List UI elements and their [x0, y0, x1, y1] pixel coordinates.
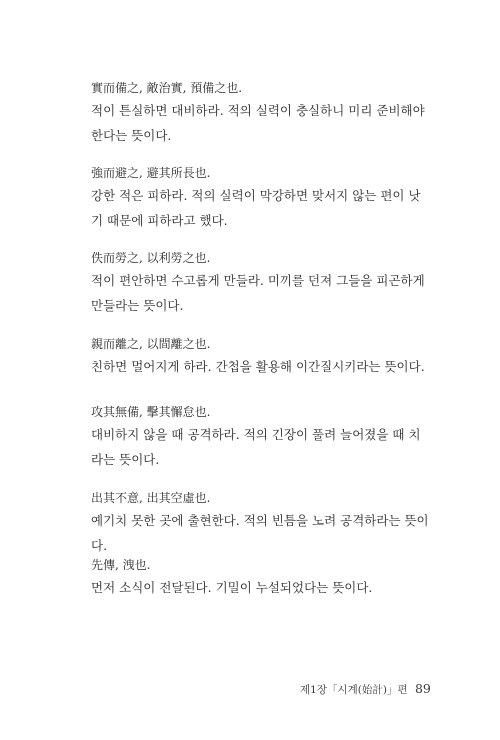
entry-5: [91, 404, 431, 472]
translation-text: 적이 튼실하면 대비하라. 적의 실력이 충실하니 미리 준비해야 한다는 뜻이다.: [91, 103, 425, 143]
page-footer: [300, 681, 431, 697]
translation-text: 적이 편안하면 수고롭게 만들라. 미끼를 던져 그들을 피곤하게 만들라는 뜻이다.: [91, 273, 425, 313]
classical-text: 出其不意, 出其空虛也.: [91, 491, 211, 505]
classical-text: 實而備之, 敵治實, 預備之也.: [91, 81, 243, 95]
classical-text: 先傳, 洩也.: [91, 558, 151, 572]
translation-text: 대비하지 않을 때 공격하라. 적의 긴장이 풀려 늘어졌을 때 치라는 뜻이다.: [91, 427, 421, 467]
entry-3: [91, 250, 431, 318]
classical-text: 強而避之, 避其所長也.: [91, 166, 211, 180]
entry-7: [91, 557, 431, 600]
entry-6: [91, 490, 431, 558]
classical-text: 攻其無備, 擊其懈怠也.: [91, 405, 211, 419]
classical-text: 親而離之, 以間離之也.: [91, 337, 211, 351]
translation-text: 친하면 멀어지게 하라. 간첩을 활용해 이간질시키라는 뜻이다.: [91, 359, 425, 374]
entry-4: [91, 336, 431, 379]
translation-text: 강한 적은 피하라. 적의 실력이 막강하면 맞서지 않는 편이 낫기 때문에 피하라고 했다.: [91, 188, 421, 228]
classical-text: 佚而勞之, 以利勞之也.: [91, 251, 211, 265]
chapter-title: 제1장「시계(始計)」편: [300, 684, 408, 696]
entry-2: [91, 165, 431, 233]
translation-text: 먼저 소식이 전달된다. 기밀이 누설되었다는 뜻이다.: [91, 580, 373, 595]
page-number: 89: [414, 681, 431, 696]
translation-text: 예기치 못한 곳에 출현한다. 적의 빈틈을 노려 공격하라는 뜻이다.: [91, 513, 429, 553]
entry-1: [91, 80, 431, 148]
